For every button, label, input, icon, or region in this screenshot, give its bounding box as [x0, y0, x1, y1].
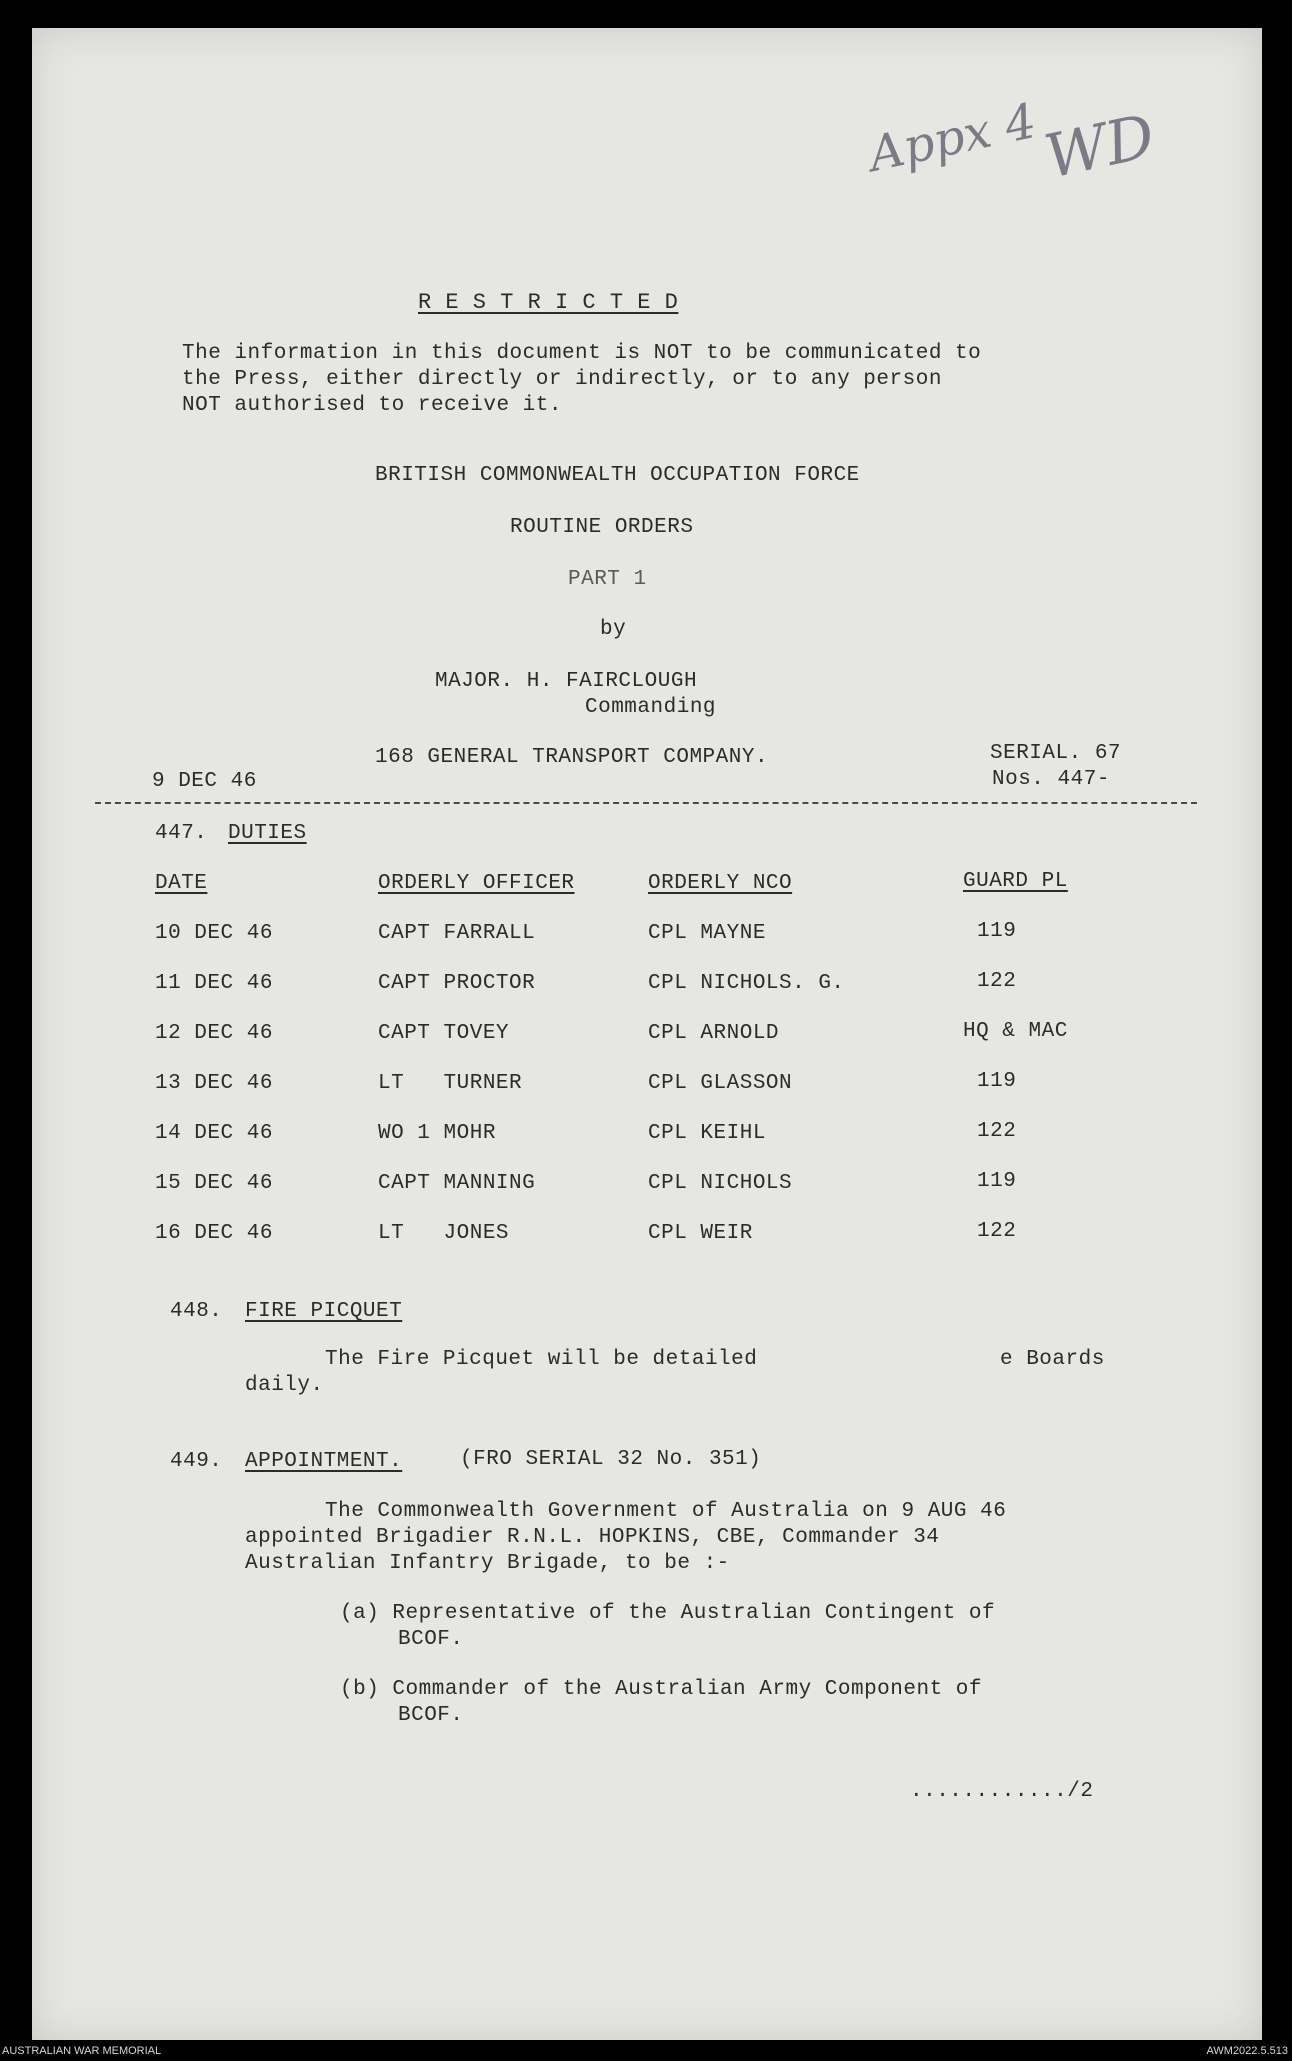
col-orderly-officer: ORDERLY OFFICER [378, 872, 575, 895]
row-nco: CPL KEIHL [648, 1122, 766, 1145]
serial-number: SERIAL. 67 [990, 742, 1122, 765]
footer-reference: AWM2022.5.513 [1206, 2045, 1288, 2057]
orders-title: ROUTINE ORDERS [510, 516, 694, 539]
order-numbers: Nos. 447- [992, 768, 1110, 791]
commanding-officer: MAJOR. H. FAIRCLOUGH [435, 670, 698, 693]
row-officer: WO 1 MOHR [378, 1122, 496, 1145]
footer-source: AUSTRALIAN WAR MEMORIAL [2, 2045, 162, 2057]
row-date: 12 DEC 46 [155, 1022, 273, 1045]
appointment-heading: APPOINTMENT. [245, 1450, 403, 1473]
appointment-line-3: Australian Infantry Brigade, to be :- [245, 1552, 730, 1575]
row-date: 10 DEC 46 [155, 922, 273, 945]
continuation-marker: ............/2 [910, 1780, 1094, 1803]
order-date: 9 DEC 46 [152, 770, 257, 793]
appointment-reference: (FRO SERIAL 32 No. 351) [460, 1448, 762, 1471]
fire-heading: FIRE PICQUET [245, 1300, 403, 1323]
row-guard: 119 [977, 1170, 1017, 1193]
row-guard: 122 [977, 1120, 1017, 1143]
row-officer: LT JONES [378, 1222, 510, 1245]
force-title: BRITISH COMMONWEALTH OCCUPATION FORCE [375, 464, 860, 487]
col-orderly-nco: ORDERLY NCO [648, 872, 793, 895]
row-guard: 119 [977, 1070, 1017, 1093]
appointment-line-2: appointed Brigadier R.N.L. HOPKINS, CBE, Commander 34 [245, 1526, 940, 1549]
row-officer: CAPT FARRALL [378, 922, 536, 945]
row-officer: CAPT MANNING [378, 1172, 536, 1195]
appointment-line-1: The Commonwealth Government of Australia on 9 AUG 46 [325, 1500, 1007, 1523]
notice-line-3: NOT authorised to receive it. [182, 394, 562, 417]
appointment-item-b: (b) Commander of the Australian Army Component of [340, 1678, 983, 1701]
handwritten-initials: WD [1038, 101, 1161, 193]
part-label: PART 1 [568, 568, 647, 591]
col-guard-pl: GUARD PL [963, 870, 1068, 893]
appointment-item-a-cont: BCOF. [398, 1628, 464, 1651]
notice-line-2: the Press, either directly or indirectly, or to any person [182, 368, 942, 391]
fire-line-1a: The Fire Picquet will be detailed [325, 1348, 758, 1371]
row-guard: 122 [977, 1220, 1017, 1243]
row-nco: CPL WEIR [648, 1222, 753, 1245]
fire-line-2: daily. [245, 1374, 324, 1397]
classification-heading: R E S T R I C T E D [418, 290, 679, 315]
row-officer: CAPT PROCTOR [378, 972, 536, 995]
row-guard: 122 [977, 970, 1017, 993]
row-date: 14 DEC 46 [155, 1122, 273, 1145]
appointment-item-a: (a) Representative of the Australian Contingent of [340, 1602, 996, 1625]
row-officer: CAPT TOVEY [378, 1022, 510, 1045]
duties-number: 447. [155, 822, 208, 845]
header-divider [95, 802, 1197, 804]
row-nco: CPL GLASSON [648, 1072, 793, 1095]
fire-number: 448. [170, 1300, 223, 1323]
appointment-item-b-cont: BCOF. [398, 1704, 464, 1727]
row-date: 16 DEC 46 [155, 1222, 273, 1245]
row-nco: CPL NICHOLS. G. [648, 972, 845, 995]
row-date: 11 DEC 46 [155, 972, 273, 995]
fire-line-1b: e Boards [1000, 1348, 1105, 1371]
row-guard: 119 [977, 920, 1017, 943]
commanding-role: Commanding [585, 696, 717, 719]
by-label: by [600, 618, 627, 641]
handwritten-annotation: Appx 4 [864, 93, 1041, 183]
appointment-number: 449. [170, 1450, 223, 1473]
unit-name: 168 GENERAL TRANSPORT COMPANY. [375, 746, 769, 769]
row-guard: HQ & MAC [963, 1020, 1068, 1043]
notice-line-1: The information in this document is NOT to be communicated to [182, 342, 982, 365]
duties-heading: DUTIES [228, 822, 307, 845]
row-nco: CPL NICHOLS [648, 1172, 793, 1195]
col-date: DATE [155, 872, 208, 895]
row-officer: LT TURNER [378, 1072, 523, 1095]
row-date: 13 DEC 46 [155, 1072, 273, 1095]
row-nco: CPL MAYNE [648, 922, 766, 945]
row-nco: CPL ARNOLD [648, 1022, 780, 1045]
row-date: 15 DEC 46 [155, 1172, 273, 1195]
